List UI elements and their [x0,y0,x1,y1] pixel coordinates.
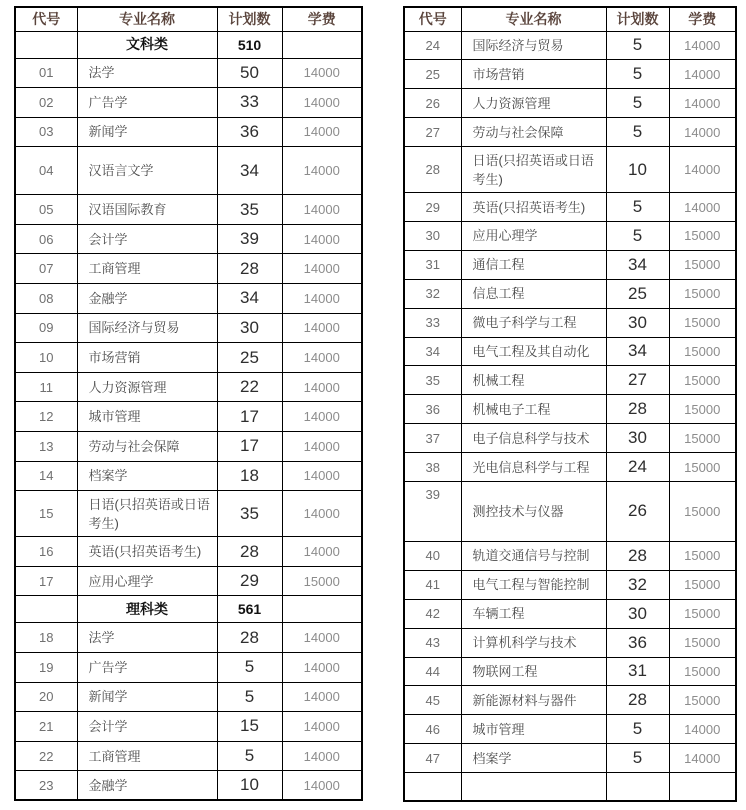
cell-major-name: 广告学 [77,653,217,683]
cell-major-name: 新能源材料与器件 [461,686,606,715]
column-header-fee: 学费 [282,7,362,31]
cell-plan-count: 35 [217,195,282,225]
cell-code: 43 [404,628,461,657]
cell-plan-count: 34 [606,337,669,366]
cell-plan-count: 5 [217,741,282,771]
cell-plan-count: 17 [217,432,282,462]
cell-fee: 14000 [282,313,362,343]
cell-major-name: 汉语国际教育 [77,195,217,225]
cell-code: 32 [404,279,461,308]
table-row [404,541,736,570]
cell-major-name: 电气工程及其自动化 [461,337,606,366]
table-row [404,570,736,599]
cell-plan-count: 18 [217,461,282,491]
cell-code: 15 [15,491,77,537]
cell-fee: 14000 [282,771,362,801]
cell-major-name: 劳动与社会保障 [461,118,606,147]
cell-code: 21 [15,712,77,742]
cell-fee: 14000 [282,88,362,118]
table-row [404,657,736,686]
cell-fee [282,596,362,623]
cell-code: 44 [404,657,461,686]
cell-major-name: 英语(只招英语考生) [461,193,606,222]
cell-code: 28 [404,147,461,193]
cell-major-name: 机械电子工程 [461,395,606,424]
cell-fee: 14000 [669,193,736,222]
cell-fee: 15000 [669,481,736,541]
cell-fee: 14000 [282,147,362,195]
cell-major-name: 城市管理 [461,715,606,744]
cell-plan-count: 29 [217,566,282,596]
cell-code: 41 [404,570,461,599]
cell-fee: 14000 [282,402,362,432]
table-row [15,117,362,147]
cell-plan-count: 24 [606,453,669,482]
cell-code: 45 [404,686,461,715]
table-row [404,773,736,802]
table-row [15,623,362,653]
cell-plan-count: 5 [606,221,669,250]
cell-major-name: 国际经济与贸易 [461,31,606,60]
cell-plan-count: 25 [606,279,669,308]
cell-code [15,596,77,623]
table-row [15,58,362,88]
cell-code: 23 [15,771,77,801]
cell-major-name: 广告学 [77,88,217,118]
header-row [15,7,362,31]
column-header-fee: 学费 [669,7,736,31]
cell-major-name: 金融学 [77,284,217,314]
header-row [404,7,736,31]
cell-plan-count: 15 [217,712,282,742]
cell-fee: 14000 [282,741,362,771]
table-row [15,741,362,771]
cell-fee: 14000 [669,715,736,744]
table-row [15,88,362,118]
cell-major-name: 金融学 [77,771,217,801]
table-row [15,566,362,596]
table-row [404,250,736,279]
table-row [404,147,736,193]
cell-fee: 14000 [669,89,736,118]
cell-code: 16 [15,537,77,567]
category-row [15,31,362,58]
cell-fee: 14000 [282,372,362,402]
table-row [15,372,362,402]
table-row [404,221,736,250]
cell-major-name: 城市管理 [77,402,217,432]
table-row [15,653,362,683]
table-row [15,284,362,314]
cell-plan-count: 36 [606,628,669,657]
cell-plan-count: 5 [217,653,282,683]
table-row [404,193,736,222]
cell-major-name: 机械工程 [461,366,606,395]
cell-fee: 14000 [282,195,362,225]
cell-plan-count: 5 [606,193,669,222]
table-row [15,313,362,343]
cell-major-name: 英语(只招英语考生) [77,537,217,567]
cell-major-name: 电子信息科学与技术 [461,424,606,453]
cell-plan-count: 10 [217,771,282,801]
cell-code: 47 [404,744,461,773]
cell-code: 11 [15,372,77,402]
cell-code: 36 [404,395,461,424]
cell-fee: 14000 [282,491,362,537]
table-row [15,682,362,712]
cell-plan-count: 5 [217,682,282,712]
cell-code: 13 [15,432,77,462]
cell-major-name: 法学 [77,58,217,88]
cell-fee: 14000 [669,744,736,773]
cell-major-name: 档案学 [461,744,606,773]
cell-fee: 14000 [669,147,736,193]
cell-fee: 15000 [669,250,736,279]
cell-plan-count: 50 [217,58,282,88]
cell-plan-count: 5 [606,118,669,147]
cell-fee: 14000 [669,31,736,60]
cell-major-name: 文科类 [77,31,217,58]
cell-plan-count: 34 [606,250,669,279]
cell-major-name: 人力资源管理 [461,89,606,118]
cell-fee: 14000 [282,461,362,491]
cell-major-name: 理科类 [77,596,217,623]
cell-code: 09 [15,313,77,343]
table-row [404,60,736,89]
cell-major-name: 计算机科学与技术 [461,628,606,657]
cell-code: 29 [404,193,461,222]
cell-plan-count: 5 [606,60,669,89]
cell-plan-count: 561 [217,596,282,623]
cell-fee: 15000 [669,657,736,686]
cell-fee: 15000 [669,424,736,453]
column-header-code: 代号 [15,7,77,31]
cell-code: 34 [404,337,461,366]
cell-code: 24 [404,31,461,60]
table-row [404,118,736,147]
cell-plan-count: 28 [606,541,669,570]
cell-plan-count: 28 [606,395,669,424]
cell-code: 33 [404,308,461,337]
table-row [15,537,362,567]
cell-plan-count: 36 [217,117,282,147]
cell-code: 08 [15,284,77,314]
cell-code: 20 [15,682,77,712]
cell-major-name: 测控技术与仪器 [461,481,606,541]
cell-major-name: 会计学 [77,224,217,254]
category-row [15,596,362,623]
cell-plan-count: 35 [217,491,282,537]
cell-major-name: 微电子科学与工程 [461,308,606,337]
cell-plan-count: 32 [606,570,669,599]
cell-plan-count: 39 [217,224,282,254]
cell-major-name: 工商管理 [77,254,217,284]
cell-plan-count: 510 [217,31,282,58]
table-row [15,712,362,742]
cell-major-name: 市场营销 [461,60,606,89]
cell-plan-count: 30 [606,424,669,453]
cell-fee: 15000 [669,395,736,424]
table-row [15,195,362,225]
cell-plan-count: 34 [217,147,282,195]
cell-fee: 14000 [282,432,362,462]
table-row [404,628,736,657]
cell-fee: 15000 [669,366,736,395]
table-row [15,254,362,284]
enrollment-table-left [14,6,363,801]
cell-code: 02 [15,88,77,118]
cell-fee: 15000 [669,541,736,570]
cell-plan-count: 28 [217,623,282,653]
cell-fee: 15000 [669,279,736,308]
cell-code: 26 [404,89,461,118]
cell-code: 25 [404,60,461,89]
cell-fee: 15000 [669,686,736,715]
cell-code: 07 [15,254,77,284]
table-row [15,343,362,373]
cell-major-name: 会计学 [77,712,217,742]
cell-code: 06 [15,224,77,254]
cell-code: 35 [404,366,461,395]
cell-plan-count: 5 [606,89,669,118]
cell-code: 39 [404,481,461,541]
cell-major-name: 日语(只招英语或日语考生) [461,147,606,193]
cell-code: 42 [404,599,461,628]
column-header-major: 专业名称 [77,7,217,31]
table-row [404,686,736,715]
cell-major-name: 档案学 [77,461,217,491]
cell-major-name: 车辆工程 [461,599,606,628]
cell-major-name: 工商管理 [77,741,217,771]
table-row [404,395,736,424]
cell-code: 38 [404,453,461,482]
table-row [15,461,362,491]
cell-plan-count: 28 [217,537,282,567]
cell-major-name: 国际经济与贸易 [77,313,217,343]
cell-plan-count [606,773,669,802]
cell-code: 19 [15,653,77,683]
cell-major-name: 劳动与社会保障 [77,432,217,462]
cell-fee: 15000 [282,566,362,596]
cell-fee: 15000 [669,599,736,628]
table-row [404,89,736,118]
cell-fee: 15000 [669,221,736,250]
cell-major-name: 汉语言文学 [77,147,217,195]
enrollment-table-right [403,6,737,802]
cell-code: 12 [15,402,77,432]
cell-fee: 14000 [282,682,362,712]
cell-fee [669,773,736,802]
cell-code: 05 [15,195,77,225]
cell-plan-count: 17 [217,402,282,432]
cell-code: 03 [15,117,77,147]
column-header-plan: 计划数 [606,7,669,31]
cell-code: 31 [404,250,461,279]
table-row [404,308,736,337]
cell-fee: 15000 [669,570,736,599]
cell-plan-count: 25 [217,343,282,373]
cell-fee: 15000 [669,308,736,337]
cell-code [404,773,461,802]
cell-major-name: 人力资源管理 [77,372,217,402]
table-row [15,491,362,537]
cell-major-name: 光电信息科学与工程 [461,453,606,482]
cell-code: 40 [404,541,461,570]
cell-code: 14 [15,461,77,491]
cell-code: 30 [404,221,461,250]
cell-major-name: 信息工程 [461,279,606,308]
table-row [404,715,736,744]
cell-major-name [461,773,606,802]
cell-major-name: 轨道交通信号与控制 [461,541,606,570]
cell-plan-count: 34 [217,284,282,314]
cell-fee: 15000 [669,337,736,366]
cell-code: 17 [15,566,77,596]
cell-code: 22 [15,741,77,771]
table-row [404,744,736,773]
table-row [404,453,736,482]
cell-code: 37 [404,424,461,453]
cell-fee: 15000 [669,453,736,482]
cell-plan-count: 22 [217,372,282,402]
table-row [15,432,362,462]
column-header-plan: 计划数 [217,7,282,31]
cell-plan-count: 10 [606,147,669,193]
table-row [15,224,362,254]
cell-code: 04 [15,147,77,195]
cell-plan-count: 33 [217,88,282,118]
cell-code: 27 [404,118,461,147]
cell-fee: 14000 [282,58,362,88]
cell-major-name: 应用心理学 [461,221,606,250]
cell-plan-count: 30 [606,599,669,628]
cell-major-name: 日语(只招英语或日语考生) [77,491,217,537]
column-header-code: 代号 [404,7,461,31]
table-row [404,337,736,366]
cell-fee: 14000 [282,254,362,284]
cell-code: 01 [15,58,77,88]
cell-code: 46 [404,715,461,744]
table-row [15,147,362,195]
table-row [404,366,736,395]
cell-fee: 14000 [282,537,362,567]
cell-plan-count: 28 [217,254,282,284]
table-row [404,599,736,628]
cell-fee [282,31,362,58]
cell-plan-count: 30 [217,313,282,343]
cell-major-name: 通信工程 [461,250,606,279]
cell-plan-count: 30 [606,308,669,337]
cell-fee: 15000 [669,628,736,657]
cell-fee: 14000 [669,118,736,147]
cell-plan-count: 26 [606,481,669,541]
cell-plan-count: 27 [606,366,669,395]
cell-plan-count: 5 [606,744,669,773]
cell-major-name: 法学 [77,623,217,653]
cell-fee: 14000 [282,284,362,314]
cell-fee: 14000 [282,712,362,742]
cell-fee: 14000 [282,623,362,653]
column-header-major: 专业名称 [461,7,606,31]
cell-major-name: 应用心理学 [77,566,217,596]
cell-fee: 14000 [282,224,362,254]
cell-fee: 14000 [669,60,736,89]
cell-major-name: 物联网工程 [461,657,606,686]
cell-code: 18 [15,623,77,653]
cell-plan-count: 5 [606,31,669,60]
table-row [15,771,362,801]
cell-major-name: 电气工程与智能控制 [461,570,606,599]
cell-major-name: 市场营销 [77,343,217,373]
cell-major-name: 新闻学 [77,682,217,712]
table-row [15,402,362,432]
table-row [404,31,736,60]
cell-major-name: 新闻学 [77,117,217,147]
cell-code [15,31,77,58]
cell-fee: 14000 [282,653,362,683]
cell-code: 10 [15,343,77,373]
cell-fee: 14000 [282,117,362,147]
cell-plan-count: 5 [606,715,669,744]
table-row [404,424,736,453]
table-row [404,279,736,308]
table-row [404,481,736,541]
cell-fee: 14000 [282,343,362,373]
cell-plan-count: 31 [606,657,669,686]
cell-plan-count: 28 [606,686,669,715]
